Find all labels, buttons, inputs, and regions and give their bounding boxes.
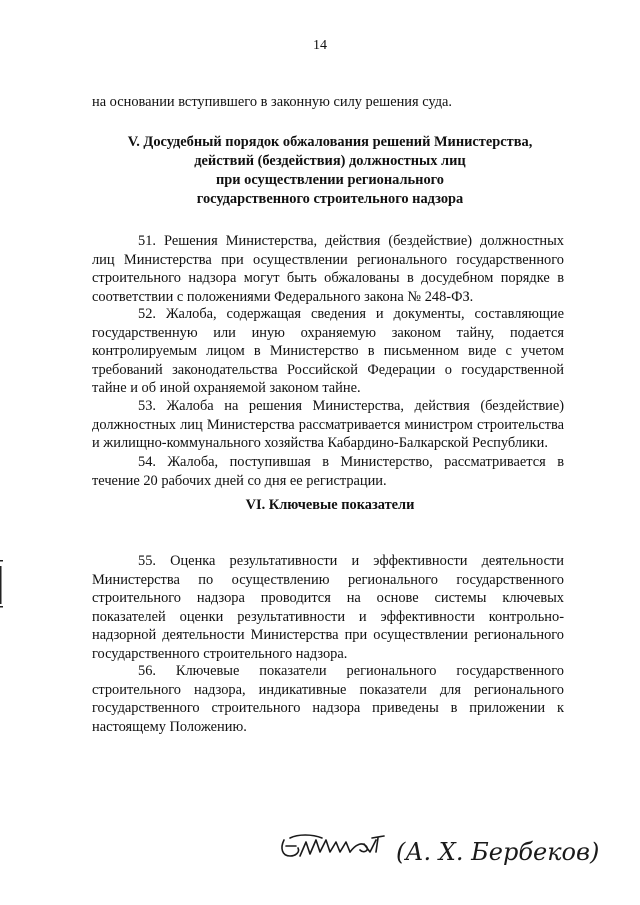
margin-scan-marks <box>0 560 6 610</box>
section-6-heading: VI. Ключевые показатели <box>245 497 415 513</box>
section-5-heading-line: при осуществлении регионального <box>215 172 445 188</box>
paragraph-53: 53. Жалоба на решения Министерства, действия (бездействие) должностных лиц Министерства рассматривается министром строительства и жилищно-коммунального хозяйства Кабардино-Балкарской Республики. <box>92 398 564 452</box>
paragraph-56: 56. Ключевые показатели регионального государственного строительного надзора, индикативные показатели для регионального государственного строительного надзора приведены в приложении к настоящему Положению. <box>92 663 564 735</box>
handwritten-signature <box>278 822 600 874</box>
section-5-heading-line: V. Досудебный порядок обжалования решений Министерства, <box>127 134 533 150</box>
signature-name: (А. Х. Бербеков) <box>396 838 600 866</box>
section-5-heading <box>60 133 600 209</box>
page-number: 14 <box>313 38 327 53</box>
section-5-heading-line: действий (бездействия) должностных лиц <box>194 153 466 169</box>
continuation-text: на основании вступившего в законную силу решения суда. <box>92 94 453 110</box>
section-5-heading-line: государственного строительного надзора <box>196 191 464 207</box>
paragraph-55: 55. Оценка результативности и эффективности деятельности Министерства по осуществлению регионального государственного строительного надзора проводится на основе системы ключевых показателей оценки результативности и эффективности контрольно-надзорной деятельности Министерства при осуществлении регионального государственного строительного надзора. <box>92 553 564 662</box>
paragraph-51: 51. Решения Министерства, действия (бездействие) должностных лиц Министерства при осуществлении регионального государственного строительного надзора могут быть обжалованы в досудебном порядке в соответствии с положениями Федерального закона № 248-ФЗ. <box>92 233 564 305</box>
paragraph-54: 54. Жалоба, поступившая в Министерство, рассматривается в течение 20 рабочих дней со дня ее регистрации. <box>92 454 564 489</box>
paragraph-52: 52. Жалоба, содержащая сведения и документы, составляющие государственную или иную охраняемую законом тайну, подается контролируемым лицом в Министерство в письменном виде с учетом требований законодательства Российской Федерации о государственной тайне и об иной охраняемой законом тайне. <box>92 306 564 397</box>
